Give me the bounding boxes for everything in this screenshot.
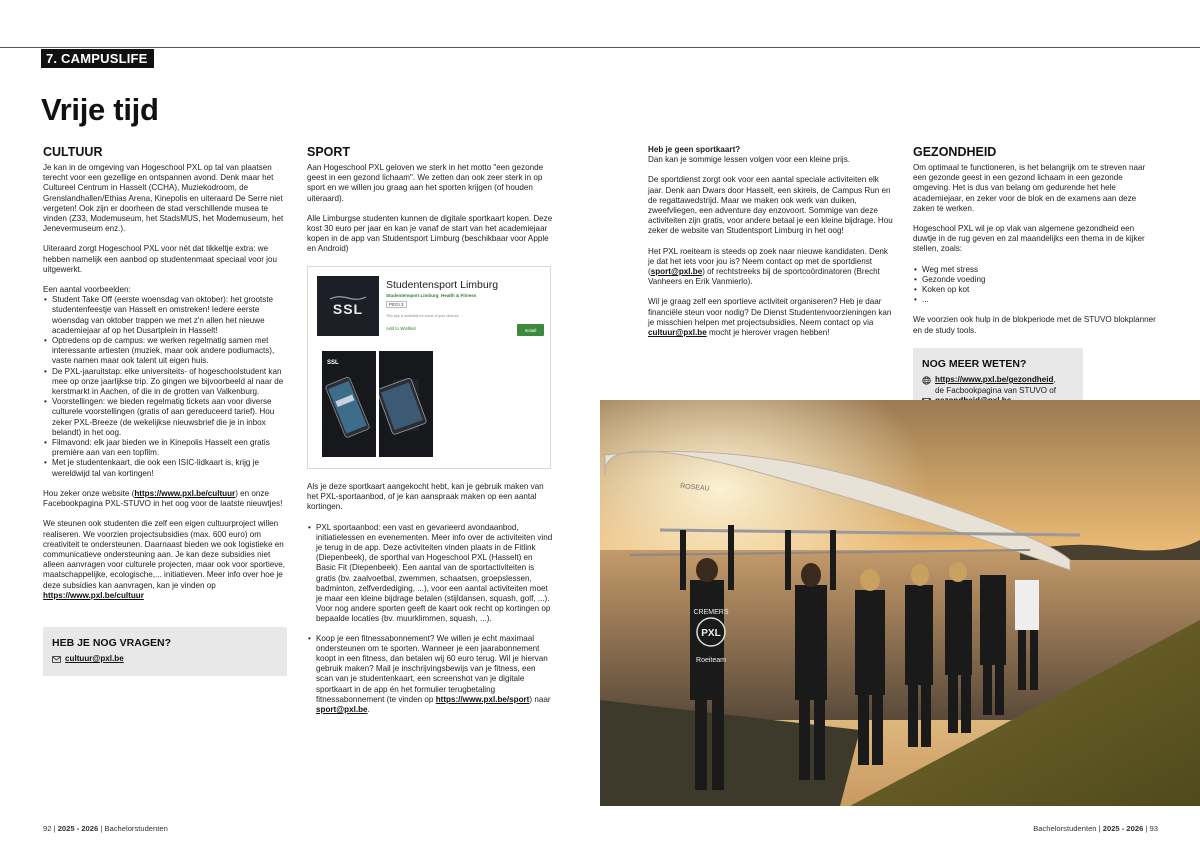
install-button[interactable]: Install: [517, 324, 544, 336]
list-item: • Voorstellingen: we bieden regelmatig tickets aan voor diverse culturele voorstellingen (gratis of aan gereduceerd tarief). Hou zeker PXL-Breeze (de wekelijkse nieuwsbrief die je in inbox belandt) in het oog.: [43, 397, 287, 438]
text: Het PXL roeiteam is steeds op zoek naar nieuwe kandidaten. Denk je dat het iets voor jou is? Neem contact op met de sportdienst (: [648, 246, 888, 277]
sportkaart-paragraph-1: Dan kan je sommige lessen volgen voor een kleine prijs.: [648, 155, 850, 165]
sport-list: [307, 523, 553, 716]
list-item: • PXL sportaanbod: een vast en gevarieerd avondaanbod, initiatielessen en evenementen. Meer info over de activiteiten vind je terug in de app. Deze activiteiten vinden plaats in de Fitlink (Diepenbeek), de sporthal van Hogeschool PXL (Hasselt) en Basic Fit (Diepenbeek). Een aantal van de sportactiviteiten is gratis (bv. zaalvoetbal, zwemmen, schaatsen, groepslessen, badminton, zelfverdediging, ...), voor een aantal activiteiten moet je maar een kleine bijdrage betalen (stijldansen, squash, golf, ...). Voor nog andere sporten geeft de kaart ook recht op kortingen op bepaalde locaties (bv. muurklimmen, squash, ...).: [307, 523, 553, 625]
box-title: HEB JE NOG VRAGEN?: [52, 637, 172, 649]
cultuur-paragraph-2: Uiteraard zorgt Hogeschool PXL voor nét dat tikkeltje extra: we hebben namelijk een aanbod op studentenmaat speciaal voor jou uitgewerkt.: [43, 244, 277, 274]
separator: |: [53, 824, 56, 833]
cultuur-subsidy-link[interactable]: https://www.pxl.be/cultuur: [43, 590, 144, 600]
facebook-text: de Facbookpagina van STUVO of: [935, 385, 1057, 395]
gezondheid-paragraph-2: Hogeschool PXL wil je op vlak van algemene gezondheid een duwtje in de rug geven en zal maandelijks een thema in de kijker stellen, zoals:: [913, 224, 1145, 254]
footer-right: [1033, 824, 1158, 833]
page-number: 92: [43, 824, 52, 833]
sport-email-link[interactable]: sport@pxl.be: [316, 705, 368, 715]
footer-label: Bachelorstudenten: [1033, 824, 1097, 833]
app-availability: This app is available for some of your devices: [386, 314, 459, 318]
list-item: [307, 634, 553, 716]
text: Koop je een fitnessabonnement? We willen je echt maximaal ondersteunen om te sporten. Wanneer je een jaarabonnement koopt in een fitness, dan betalen wij 60 euro terug. Wil je hiervan gebruik maken? Mail je inschrijvingsbewijs van je fitness, een scan van je studentenkaart, een screenshot van je digitale sportkaart in de app én het formulier terugbetaling fitnessabonnement (te vinden op: [316, 633, 548, 704]
sportkaart-column: [648, 145, 893, 348]
sport-column: [307, 145, 553, 265]
separator: |: [100, 824, 103, 833]
list-item: • Koken op kot: [913, 285, 1158, 295]
shirt-label: Roeiteam: [696, 657, 726, 664]
shirt-logo: PXL: [701, 628, 721, 639]
app-store-card: [307, 266, 551, 469]
app-logo: [317, 276, 379, 336]
cultuur-column: [43, 145, 287, 611]
sport-paragraph-1: Aan Hogeschool PXL geloven we sterk in het motto "een gezonde geest in een gezond lichaam". We zetten dan ook zeer sterk in op sport en we willen jou graag aan het sporten krijgen (of houden uiteraard).: [307, 163, 544, 203]
gezondheid-heading: GEZONDHEID: [913, 145, 997, 159]
cultuur-list-intro: Een aantal voorbeelden:: [43, 285, 131, 295]
gezondheid-paragraph-3: We voorzien ook hulp in de blokperiode met de STUVO blokplanner en de study tools.: [913, 315, 1156, 335]
list-item: • Student Take Off (eerste woensdag van oktober): het grootste studentenfeestje van Hasselt en omstreken! Iedere eerste woensdag van oktober trappen we met z'n allen het nieuwe academiejaar af op het Dusartplein in Hasselt!: [43, 295, 287, 336]
text: We steunen ook studenten die zelf een eigen cultuurproject willen realiseren. We voorzien projectsubsidies (max. 600 euro) om creativiteit te ondersteunen. Daarnaast bieden we ook logistieke en communicatieve ondersteuning aan. Je kan deze subsidies niet alleen aanvragen voor culturele projecten, maar ook voor sportieve, maatschappelijke, ecologische,... initiatieven. Meer info over hoe je deze subsidies kan aanvragen, kan je vinden op: [43, 519, 286, 590]
footer-label: Bachelorstudenten: [104, 824, 168, 833]
text: ) of rechtstreeks bij de sportcoördinatoren (Brecht Vanheers en Erik Vanmierlo).: [648, 267, 880, 287]
text: mocht je hierover vragen hebben!: [706, 328, 830, 338]
boat-text: ROSEAU: [679, 483, 710, 493]
text: ) en onze Facebookpagina PXL-STUVO in het oog voor de laatste nieuwtjes!: [43, 488, 283, 509]
text: Hou zeker onze website (: [43, 488, 135, 498]
header-rule: [0, 47, 1200, 48]
gezondheid-link[interactable]: https://www.pxl.be/gezondheid: [935, 375, 1054, 384]
cultuur-question-box: [43, 627, 287, 676]
sport-paragraph-2: Alle Limburgse studenten kunnen de digitale sportkaart kopen. Deze kost 30 euro per jaar en kan je vanaf de start van het academiejaar kopen in de app van Studentsport Limburg (beschikbaar voor Apple en Android): [307, 213, 553, 254]
app-title: Studentensport Limburg: [386, 279, 499, 291]
globe-icon: [922, 376, 931, 385]
wishlist-button[interactable]: Add to Wishlist: [386, 326, 416, 331]
list-item: • Filmavond: elk jaar bieden we in Kinepolis Hasselt een gratis première aan van een topfilm.: [43, 438, 287, 458]
year: 2025 - 2026: [1102, 824, 1144, 833]
list-item: • Met je studentenkaart, die ook een ISIC-lidkaart is, krijg je wereldwijd tal van kortingen!: [43, 458, 287, 478]
sportkaart-paragraph-2: De sportdienst zorgt ook voor een aantal speciale activiteiten elk jaar. Denk aan Dwars door Hasselt, een skireis, de Campus Run en de regattawedstrijd. Maar we maken ook werk van duiken, zweefvliegen, een adventure day enzovoort. Sommige van deze activiteiten zijn gratis, voor andere betaal je een kleine bijdrage. Hou zeker de website van Studentsport Limburg in het oog!: [648, 175, 893, 236]
cultuur-list: [43, 295, 287, 479]
text: ) naar: [529, 694, 551, 704]
text: Studentensport Limburg: [386, 293, 439, 298]
app-developer: [386, 293, 476, 298]
list-item: • Weg met stress: [913, 265, 1158, 275]
gezondheid-list: [913, 265, 1158, 306]
separator: |: [1098, 824, 1101, 833]
sport-heading: SPORT: [307, 145, 351, 159]
cultuur-email-link[interactable]: cultuur@pxl.be: [648, 328, 707, 338]
sport-link[interactable]: https://www.pxl.be/sport: [435, 694, 530, 704]
website-line: [935, 375, 1056, 386]
app-screenshot-2: [379, 351, 433, 457]
list-item: • Optredens op de campus: we werken regelmatig samen met interessante artiesten (muziek, maar ook andere podiumacts), vaste namen maar ook talent uit eigen huis.: [43, 336, 287, 367]
box-title: NOG MEER WETEN?: [922, 358, 1027, 370]
gezondheid-paragraph-1: Om optimaal te functioneren, is het belangrijk om te streven naar een gezonde geest in een gezond lichaam in een gezonde omgeving. Het is dus van belang om gedurende het hele academiejaar, en zeker voor de blok en de examens aan deze zaken te werken.: [913, 163, 1146, 213]
sportkaart-paragraph-3: [648, 247, 893, 288]
text: .: [367, 705, 370, 715]
facebook-row: [922, 386, 1074, 397]
sport-column-lower: [307, 482, 553, 725]
cultuur-paragraph-1: Je kan in de omgeving van Hogeschool PXL op tal van plaatsen terecht voor een gezellige en ontspannen avond. Denk maar het Cultureel Centrum in Hasselt (CCHA), Muziekodroom, de Grenslandhallen/Ethias Arena, Kinepolis en uiteraard De Serre niet vergeten! Ook zijn er doorheen de stad verschillende musea te vinden (Z33, Modemuseum, het StadsMUS, het Modemuseum, het Jenevermuseum enz.).: [43, 163, 284, 234]
sportkaart-paragraph-4: [648, 297, 893, 338]
section-tag: 7. CAMPUSLIFE: [41, 49, 154, 68]
rowing-team-photo: [600, 400, 1200, 806]
text: Health & Fitness: [441, 293, 477, 298]
separator: |: [1145, 824, 1148, 833]
list-item: • ...: [913, 295, 1158, 305]
text: ,: [1053, 375, 1056, 384]
cultuur-paragraph-4: [43, 519, 287, 601]
cultuur-email-link[interactable]: cultuur@pxl.be: [65, 654, 124, 663]
text: Wil je graag zelf een sportieve activiteit organiseren? Heb je daar financiële steun voor nodig? De Dienst Studentenvoorzieningen kan je misschien helpen met projectsubsidies. Neem contact op via: [648, 297, 892, 327]
mail-icon: [52, 655, 61, 664]
website-row: [922, 375, 1074, 386]
app-logo-text: SSL: [332, 301, 364, 317]
cultuur-heading: CULTUUR: [43, 145, 103, 159]
list-item: • De PXL-jaaruitstap: elke universiteits- of hogeschoolstudent kan mee op onze jaarlijkse trip. Zo gingen we bijvoorbeeld al naar de kerstmarkt in Aachen, of die in de grotten van Valkenburg.: [43, 367, 287, 398]
cultuur-paragraph-3: [43, 489, 287, 509]
list-item: • Gezonde voeding: [913, 275, 1158, 285]
svg-text:SSL: SSL: [327, 360, 339, 366]
page-title: Vrije tijd: [41, 92, 159, 127]
gezondheid-column: [913, 145, 1158, 346]
shirt-name: CREMERS: [693, 609, 729, 616]
cultuur-link[interactable]: https://www.pxl.be/cultuur: [134, 488, 236, 498]
sport-email-link[interactable]: sport@pxl.be: [650, 267, 703, 277]
sportkaart-heading: Heb je geen sportkaart?: [648, 145, 741, 154]
email-row: [52, 654, 278, 665]
app-rating: PEGI 3: [386, 301, 407, 308]
footer-left: [43, 824, 168, 833]
sport-paragraph-3: Als je deze sportkaart aangekocht hebt, kan je gebruik maken van het PXL-sportaanbod, of je kan aanspraak maken op een aantal kortingen.: [307, 482, 544, 512]
page-number: 93: [1149, 824, 1158, 833]
app-screenshot-1: [322, 351, 376, 457]
year: 2025 - 2026: [57, 824, 99, 833]
